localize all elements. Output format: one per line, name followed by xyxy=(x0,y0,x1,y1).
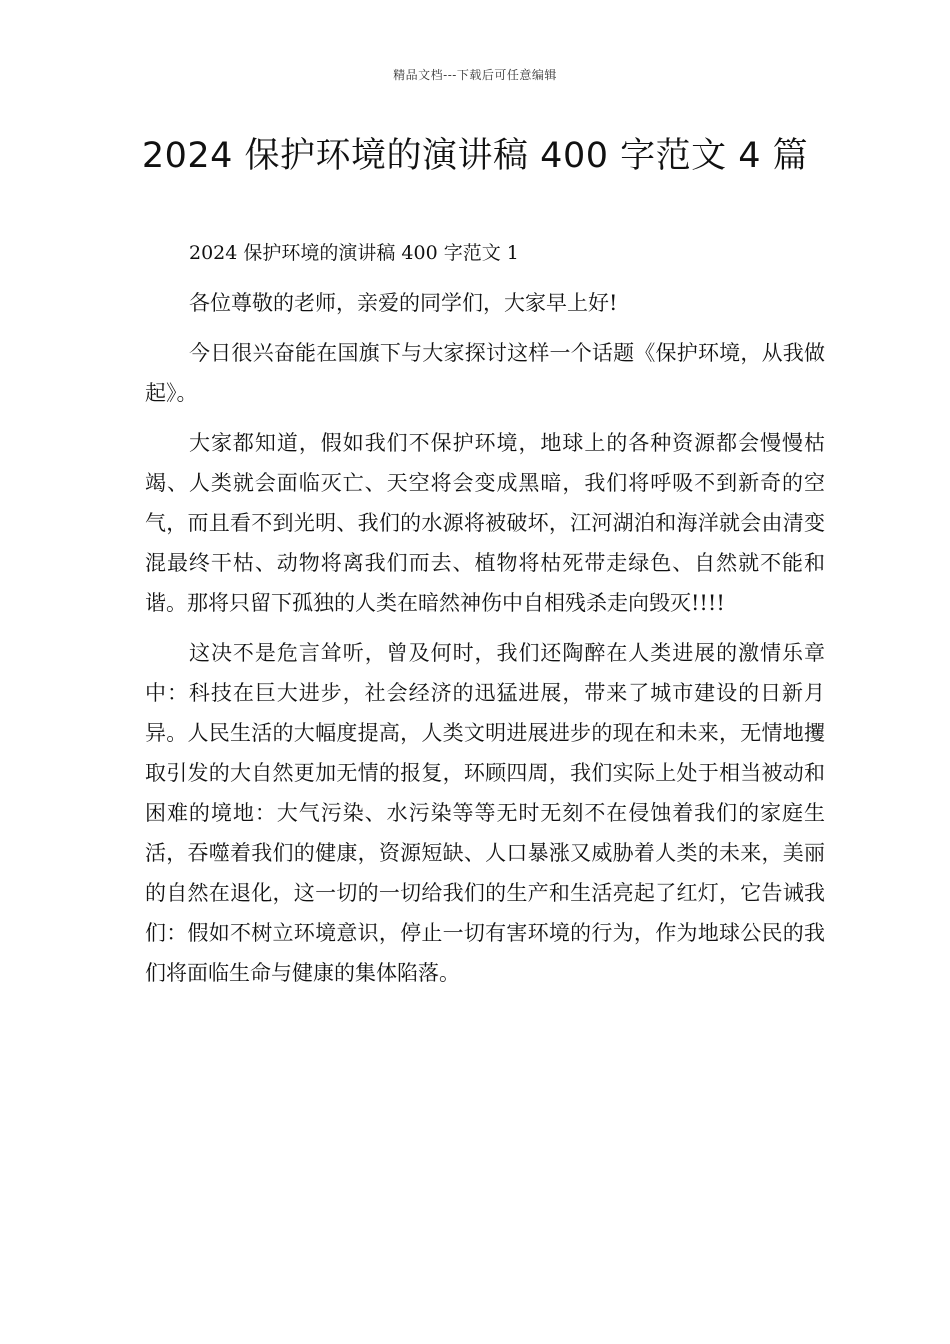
paragraph-consequences: 大家都知道，假如我们不保护环境，地球上的各种资源都会慢慢枯竭、人类就会面临灭亡、天空将会变成黑暗，我们将呼吸不到新奇的空气，而且看不到光明、我们的水源将被破坏，江河湖泊和海洋就会由清变混最终干枯、动物将离我们而去、植物将枯死带走绿色、自然就不能和谐。那将只留下孤独的人类在暗然神伤中自相残杀走向毁灭!!!! xyxy=(145,431,825,615)
header-note: 精品文档---下载后可任意编辑 xyxy=(393,68,557,82)
paragraph-greeting: 各位尊敬的老师，亲爱的同学们，大家早上好! xyxy=(189,291,618,315)
document-title: 2024 保护环境的演讲稿 400 字范文 4 篇 xyxy=(141,136,809,176)
document-body xyxy=(145,233,825,1003)
paragraph-warning: 这决不是危言耸听，曾及何时，我们还陶醉在人类进展的激情乐章中：科技在巨大进步，社会经济的迅猛进展，带来了城市建设的日新月异。人民生活的大幅度提高，人类文明进展进步的现在和未来，无情地攫取引发的大自然更加无情的报复，环顾四周，我们实际上处于相当被动和困难的境地：大气污染、水污染等等无时无刻不在侵蚀着我们的家庭生活，吞噬着我们的健康，资源短缺、人口暴涨又威胁着人类的未来，美丽的自然在退化，这一切的一切给我们的生产和生活亮起了红灯，它告诫我们：假如不树立环境意识，停止一切有害环境的行为，作为地球公民的我们将面临生命与健康的集体陷落。 xyxy=(145,641,825,985)
paragraph-topic: 今日很兴奋能在国旗下与大家探讨这样一个话题《保护环境，从我做起》。 xyxy=(145,341,825,405)
section-subtitle: 2024 保护环境的演讲稿 400 字范文 1 xyxy=(189,242,519,264)
